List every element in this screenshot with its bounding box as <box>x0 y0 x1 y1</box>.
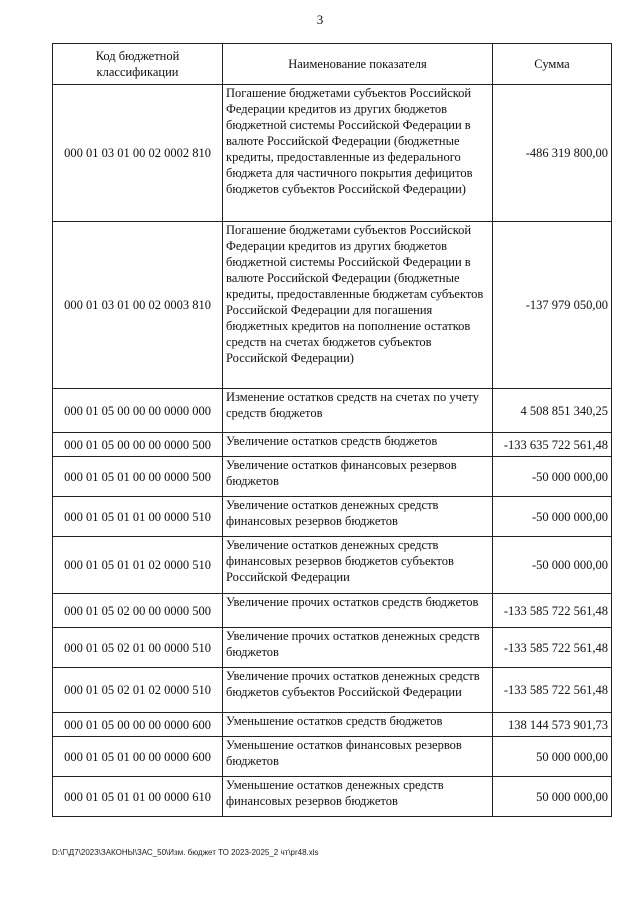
row-code: 000 01 05 01 01 02 0000 510 <box>53 537 223 594</box>
table-row <box>53 85 612 222</box>
row-name: Увеличение остатков денежных средств финансовых резервов бюджетов <box>223 497 493 537</box>
page-number: 3 <box>316 12 324 27</box>
row-name: Погашение бюджетами субъектов Российской Федерации кредитов из других бюджетов бюджетной системы Российской Федерации в валюте Российской Федерации (бюджетные кредиты, предоставленные бюджетам субъектов Российской Федерации для погашения бюджетных кредитов на пополнение остатков средств на счетах бюджетов субъектов Российской Федерации) <box>223 222 493 389</box>
row-name: Увеличение прочих остатков средств бюджетов <box>223 594 493 628</box>
header-code: Код бюджетной классификации <box>53 44 223 85</box>
table-row <box>53 628 612 668</box>
table-header-row <box>53 44 612 85</box>
row-name: Увеличение прочих остатков денежных средств бюджетов субъектов Российской Федерации <box>223 668 493 713</box>
row-code: 000 01 05 02 00 00 0000 500 <box>53 594 223 628</box>
row-code: 000 01 05 01 00 00 0000 600 <box>53 737 223 777</box>
row-code: 000 01 05 01 01 00 0000 510 <box>53 497 223 537</box>
row-name: Увеличение остатков денежных средств финансовых резервов бюджетов субъектов Российской Федерации <box>223 537 493 594</box>
row-amount: 4 508 851 340,25 <box>493 389 612 433</box>
header-name: Наименование показателя <box>223 44 493 85</box>
row-name: Увеличение остатков средств бюджетов <box>223 433 493 457</box>
row-amount: -486 319 800,00 <box>493 85 612 222</box>
table-row <box>53 433 612 457</box>
budget-table <box>52 43 612 817</box>
row-amount: -137 979 050,00 <box>493 222 612 389</box>
row-name: Уменьшение остатков средств бюджетов <box>223 713 493 737</box>
row-amount: -133 585 722 561,48 <box>493 628 612 668</box>
table-row <box>53 668 612 713</box>
row-code: 000 01 05 00 00 00 0000 500 <box>53 433 223 457</box>
row-code: 000 01 03 01 00 02 0002 810 <box>53 85 223 222</box>
row-amount: 50 000 000,00 <box>493 777 612 817</box>
row-name: Уменьшение остатков денежных средств финансовых резервов бюджетов <box>223 777 493 817</box>
table-row <box>53 594 612 628</box>
table-row <box>53 222 612 389</box>
row-name: Увеличение прочих остатков денежных средств бюджетов <box>223 628 493 668</box>
table-row <box>53 777 612 817</box>
row-amount: 50 000 000,00 <box>493 737 612 777</box>
file-path-footer: D:\Г\Д7\2023\ЗАКОНЫ\ЗАС_50\Изм. бюджет ТО 2023-2025_2 чт\pr48.xls <box>52 848 319 857</box>
row-code: 000 01 05 00 00 00 0000 000 <box>53 389 223 433</box>
table-row <box>53 497 612 537</box>
row-code: 000 01 05 00 00 00 0000 600 <box>53 713 223 737</box>
row-amount: -133 585 722 561,48 <box>493 594 612 628</box>
row-name: Увеличение остатков финансовых резервов бюджетов <box>223 457 493 497</box>
row-amount: 138 144 573 901,73 <box>493 713 612 737</box>
row-amount: -50 000 000,00 <box>493 537 612 594</box>
row-code: 000 01 05 01 00 00 0000 500 <box>53 457 223 497</box>
row-code: 000 01 05 02 01 00 0000 510 <box>53 628 223 668</box>
row-code: 000 01 03 01 00 02 0003 810 <box>53 222 223 389</box>
header-amount: Сумма <box>493 44 612 85</box>
row-name: Изменение остатков средств на счетах по учету средств бюджетов <box>223 389 493 433</box>
row-amount: -50 000 000,00 <box>493 497 612 537</box>
table-row <box>53 457 612 497</box>
row-amount: -133 635 722 561,48 <box>493 433 612 457</box>
table-row <box>53 389 612 433</box>
table-row <box>53 737 612 777</box>
row-name: Уменьшение остатков финансовых резервов бюджетов <box>223 737 493 777</box>
row-code: 000 01 05 02 01 02 0000 510 <box>53 668 223 713</box>
row-name: Погашение бюджетами субъектов Российской Федерации кредитов из других бюджетов бюджетной системы Российской Федерации в валюте Российской Федерации (бюджетные кредиты, предоставленные из федерального бюджета для частичного покрытия дефицитов бюджетов субъектов Российской Федерации) <box>223 85 493 222</box>
table-row <box>53 713 612 737</box>
row-amount: -133 585 722 561,48 <box>493 668 612 713</box>
row-code: 000 01 05 01 01 00 0000 610 <box>53 777 223 817</box>
row-amount: -50 000 000,00 <box>493 457 612 497</box>
table-row <box>53 537 612 594</box>
